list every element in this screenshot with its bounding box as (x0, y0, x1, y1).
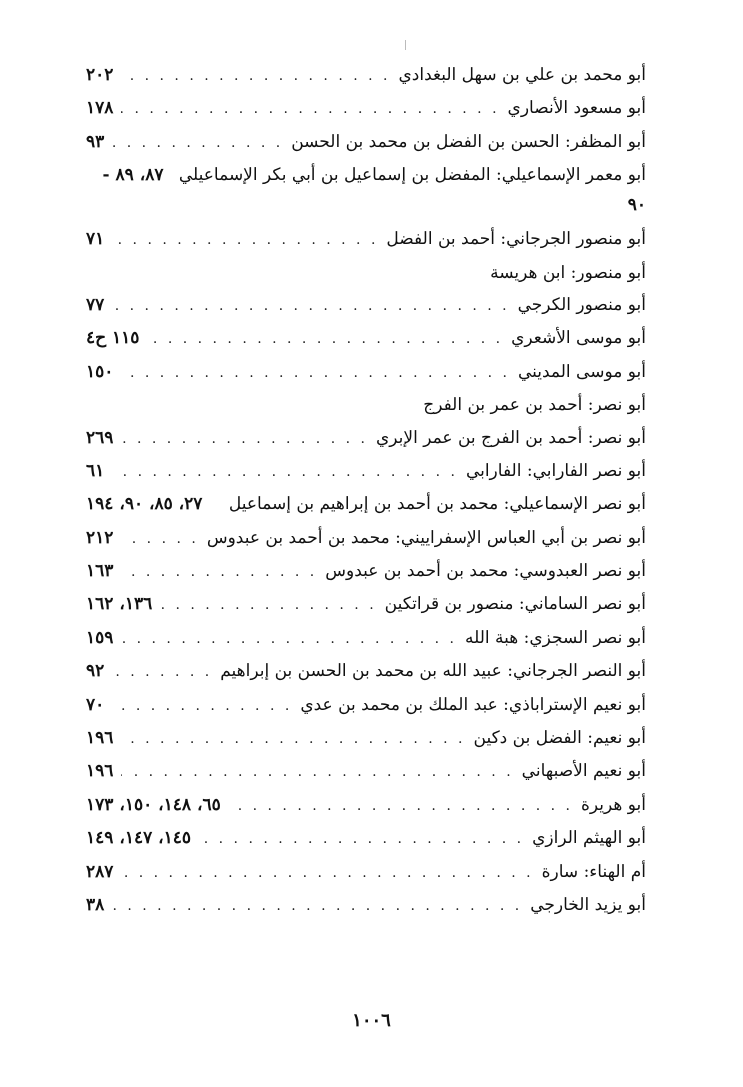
index-entry (86, 160, 646, 220)
entry-name: أبو موسى الأشعري (511, 328, 646, 349)
entry-pages: ١٥٩ (86, 627, 114, 648)
page-number: ١٠٠٦ (352, 1010, 391, 1031)
entry-pages: ١٦٣ (86, 561, 114, 582)
entry-pages: ٦١ (86, 460, 105, 481)
leader-dots (121, 61, 390, 91)
leader-dots (121, 557, 317, 587)
index-entry (86, 756, 646, 787)
index-entry (86, 690, 646, 721)
entry-pages: ١٥٠ (86, 361, 114, 382)
leader-dots (147, 324, 503, 354)
index-entry (86, 890, 646, 921)
index-entry (86, 656, 646, 687)
entry-pages: ٢١٢ (86, 527, 114, 548)
leader-dots (121, 757, 513, 787)
leader-dots (112, 291, 509, 321)
entry-pages: ١٣٦، ١٦٢ (86, 594, 153, 615)
index-entry (86, 127, 646, 158)
entry-pages: ٩٢ (86, 661, 105, 682)
leader-dots (121, 624, 457, 654)
entry-pages: ٦٥، ١٤٨، ١٥٠، ١٧٣ (86, 794, 221, 815)
entry-name: أبو نصر السجزي: هبة الله (464, 627, 646, 648)
entry-name: أبو هريرة (580, 794, 646, 815)
index-entry (86, 290, 646, 321)
index-entry (86, 556, 646, 587)
leader-dots (112, 891, 522, 921)
entry-name: أبو نصر الساماني: منصور بن قراتكين (384, 594, 646, 615)
entry-pages: ١٩٦ (86, 761, 114, 782)
entry-pages: ١١٥ ح٤ (86, 328, 140, 349)
leader-dots (121, 858, 533, 888)
entry-pages: ١٤٥، ١٤٧، ١٤٩ (86, 828, 192, 849)
entry-pages: ٧١ (86, 229, 105, 250)
index-entry (86, 589, 646, 620)
entry-name: أبو منصور: ابن هريسة (490, 262, 646, 283)
index-entry (86, 623, 646, 654)
leader-dots (160, 590, 376, 620)
entry-name: أبو مسعود الأنصاري (507, 98, 646, 119)
entry-name: أبو يزيد الخارجي (530, 894, 646, 915)
entry-name: أم الهناء: سارة (541, 861, 646, 882)
entry-name: أبو منصور الجرجاني: أحمد بن الفضل (386, 229, 646, 250)
index-entry (86, 489, 646, 520)
leader-dots (112, 691, 292, 721)
entry-pages: ٢٠٢ (86, 65, 114, 85)
leader-dots (121, 94, 499, 124)
leader-dots (112, 457, 458, 487)
index-entry (86, 823, 646, 854)
leader-dots (112, 657, 212, 687)
index-entry (86, 456, 646, 487)
entry-pages-continued: ٩٠ (627, 195, 646, 216)
leader-dots (121, 424, 368, 454)
entry-pages: ٢٨٧ (86, 861, 114, 882)
entry-pages: ١٧٨ (86, 98, 114, 119)
entry-name: أبو المظفر: الحسن بن الفضل بن محمد بن الحسن (291, 131, 646, 152)
entry-name: أبو نعيم: الفضل بن دكين (473, 728, 646, 749)
entry-name: أبو نصر العبدوسي: محمد بن أحمد بن عبدوس (325, 561, 646, 582)
entry-pages: ٨٧، ٨٩ - (102, 165, 164, 186)
entry-name: أبو منصور الكرجي (517, 294, 646, 315)
entry-pages: ٧٠ (86, 694, 105, 715)
entry-name: أبو موسى المديني (517, 361, 646, 382)
index-entry (86, 224, 646, 255)
index-entry (86, 323, 646, 354)
entry-name: أبو الهيثم الرازي (532, 828, 646, 849)
entry-pages: ٩٣ (86, 131, 105, 152)
scan-mark (405, 40, 406, 50)
entry-name: أبو نصر: أحمد بن الفرج بن عمر الإبري (375, 427, 646, 448)
index-entry (86, 93, 646, 124)
index-entry (86, 790, 646, 821)
index-entry (86, 423, 646, 454)
entry-pages: ٢٦٩ (86, 427, 114, 448)
index-entry (86, 60, 646, 91)
index-entry (86, 723, 646, 754)
entry-pages: ٣٨ (86, 894, 105, 915)
index-entry (86, 390, 646, 420)
entry-name: أبو النصر الجرجاني: عبيد الله بن محمد بن الحسن بن إبراهيم (220, 661, 646, 682)
entry-name: أبو محمد بن علي بن سهل البغدادي (398, 65, 646, 85)
index-entries (86, 60, 646, 923)
entry-name: أبو نصر بن أبي العباس الإسفراييني: محمد بن أحمد بن عبدوس (206, 527, 646, 548)
leader-dots (112, 128, 283, 158)
leader-dots (229, 791, 573, 821)
entry-name: أبو نصر الفارابي: الفارابي (465, 460, 646, 481)
index-entry (86, 357, 646, 388)
entry-pages: ١٩٦ (86, 728, 114, 749)
leader-dots (121, 524, 198, 554)
entry-pages: ٧٧ (86, 294, 105, 315)
entry-name: أبو نصر: أحمد بن عمر بن الفرج (423, 395, 646, 416)
entry-name: أبو نعيم الأصبهاني (521, 761, 646, 782)
entry-name: أبو نصر الإسماعيلي: محمد بن أحمد بن إبراهيم بن إسماعيل (228, 494, 646, 515)
entry-name: أبو نعيم الإستراباذي: عبد الملك بن محمد بن عدي (300, 694, 646, 715)
leader-dots (112, 225, 378, 255)
leader-dots (199, 824, 524, 854)
entry-pages: ٢٧، ٨٥، ٩٠، ١٩٤ (86, 494, 203, 515)
index-entry (86, 258, 646, 288)
entry-name: أبو معمر الإسماعيلي: المفضل بن إسماعيل بن أبي بكر الإسماعيلي (178, 165, 646, 186)
index-entry (86, 523, 646, 554)
index-entry (86, 857, 646, 888)
leader-dots (121, 358, 510, 388)
leader-dots (121, 724, 465, 754)
